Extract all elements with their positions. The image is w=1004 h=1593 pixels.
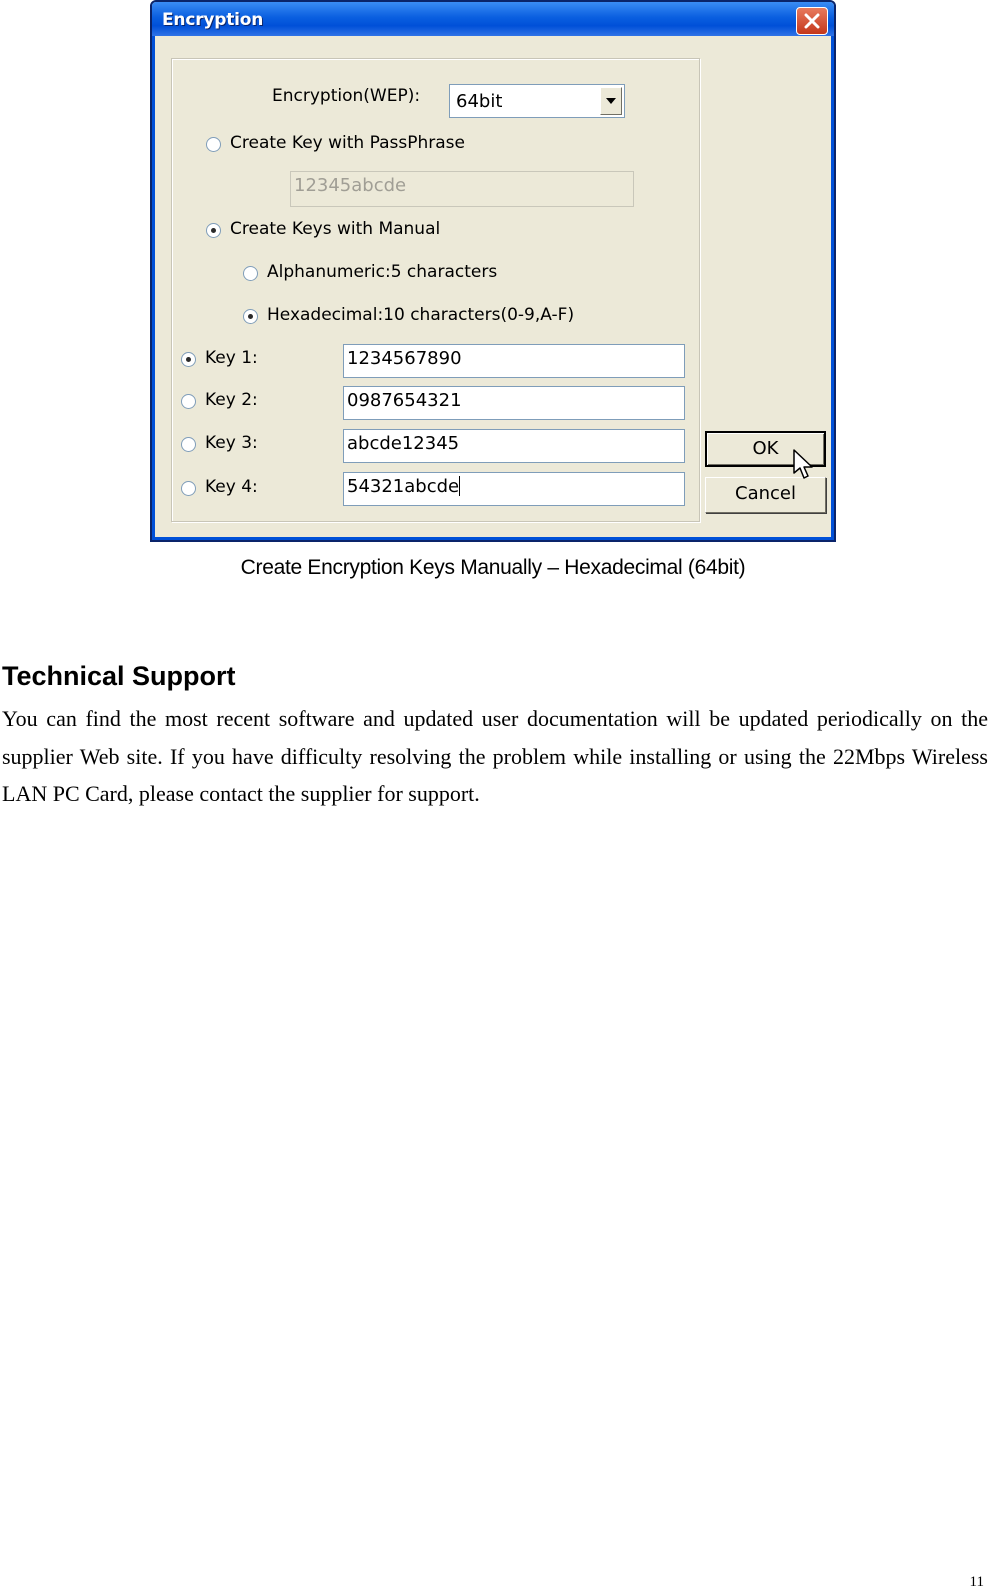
key2-label: Key 2: xyxy=(205,390,258,410)
dialog-titlebar[interactable] xyxy=(152,2,834,36)
dropdown-button[interactable] xyxy=(600,87,622,115)
alphanumeric-option-label: Alphanumeric:5 characters xyxy=(267,262,498,282)
key1-input[interactable]: 1234567890 xyxy=(343,344,685,378)
passphrase-option-label: Create Key with PassPhrase xyxy=(230,133,465,153)
manual-radio[interactable] xyxy=(206,223,221,238)
key2-input[interactable]: 0987654321 xyxy=(343,386,685,420)
dialog-body xyxy=(152,36,834,540)
chevron-down-icon xyxy=(606,98,616,104)
key2-radio[interactable] xyxy=(181,394,196,409)
key1-label: Key 1: xyxy=(205,348,258,368)
dialog-title: Encryption xyxy=(162,10,264,30)
figure-caption: Create Encryption Keys Manually – Hexadecimal (64bit) xyxy=(240,556,746,579)
key3-input[interactable]: abcde12345 xyxy=(343,429,685,463)
key3-radio[interactable] xyxy=(181,437,196,452)
ok-button[interactable]: OK xyxy=(705,431,826,467)
passphrase-radio[interactable] xyxy=(206,137,221,152)
cancel-button[interactable]: Cancel xyxy=(705,477,826,513)
page-number: 11 xyxy=(969,1574,984,1590)
close-icon xyxy=(804,13,820,29)
text-caret xyxy=(459,476,460,496)
mouse-pointer-icon xyxy=(793,449,815,481)
passphrase-input[interactable]: 12345abcde xyxy=(290,171,634,207)
key4-value: 54321abcde xyxy=(347,476,460,497)
key4-label: Key 4: xyxy=(205,477,258,497)
encryption-select[interactable] xyxy=(449,84,625,118)
alphanumeric-radio[interactable] xyxy=(243,266,258,281)
key1-radio[interactable] xyxy=(181,352,196,367)
key4-input[interactable] xyxy=(343,472,685,506)
encryption-dialog xyxy=(150,0,836,542)
manual-option-label: Create Keys with Manual xyxy=(230,219,441,239)
encryption-select-value: 64bit xyxy=(456,91,503,112)
hexadecimal-radio[interactable] xyxy=(243,309,258,324)
hexadecimal-option-label: Hexadecimal:10 characters(0-9,A-F) xyxy=(267,305,575,325)
close-button[interactable] xyxy=(796,7,828,35)
encryption-wep-label: Encryption(WEP): xyxy=(272,86,421,106)
key3-label: Key 3: xyxy=(205,433,258,453)
key4-radio[interactable] xyxy=(181,481,196,496)
section-paragraph: You can find the most recent software and updated user documentation will be updated periodically on the supplier Web site. If you have difficulty resolving the problem while installing or using the 22Mbps Wireless LAN PC Card, please contact the supplier for support. xyxy=(2,706,988,806)
section-heading: Technical Support xyxy=(2,661,236,691)
